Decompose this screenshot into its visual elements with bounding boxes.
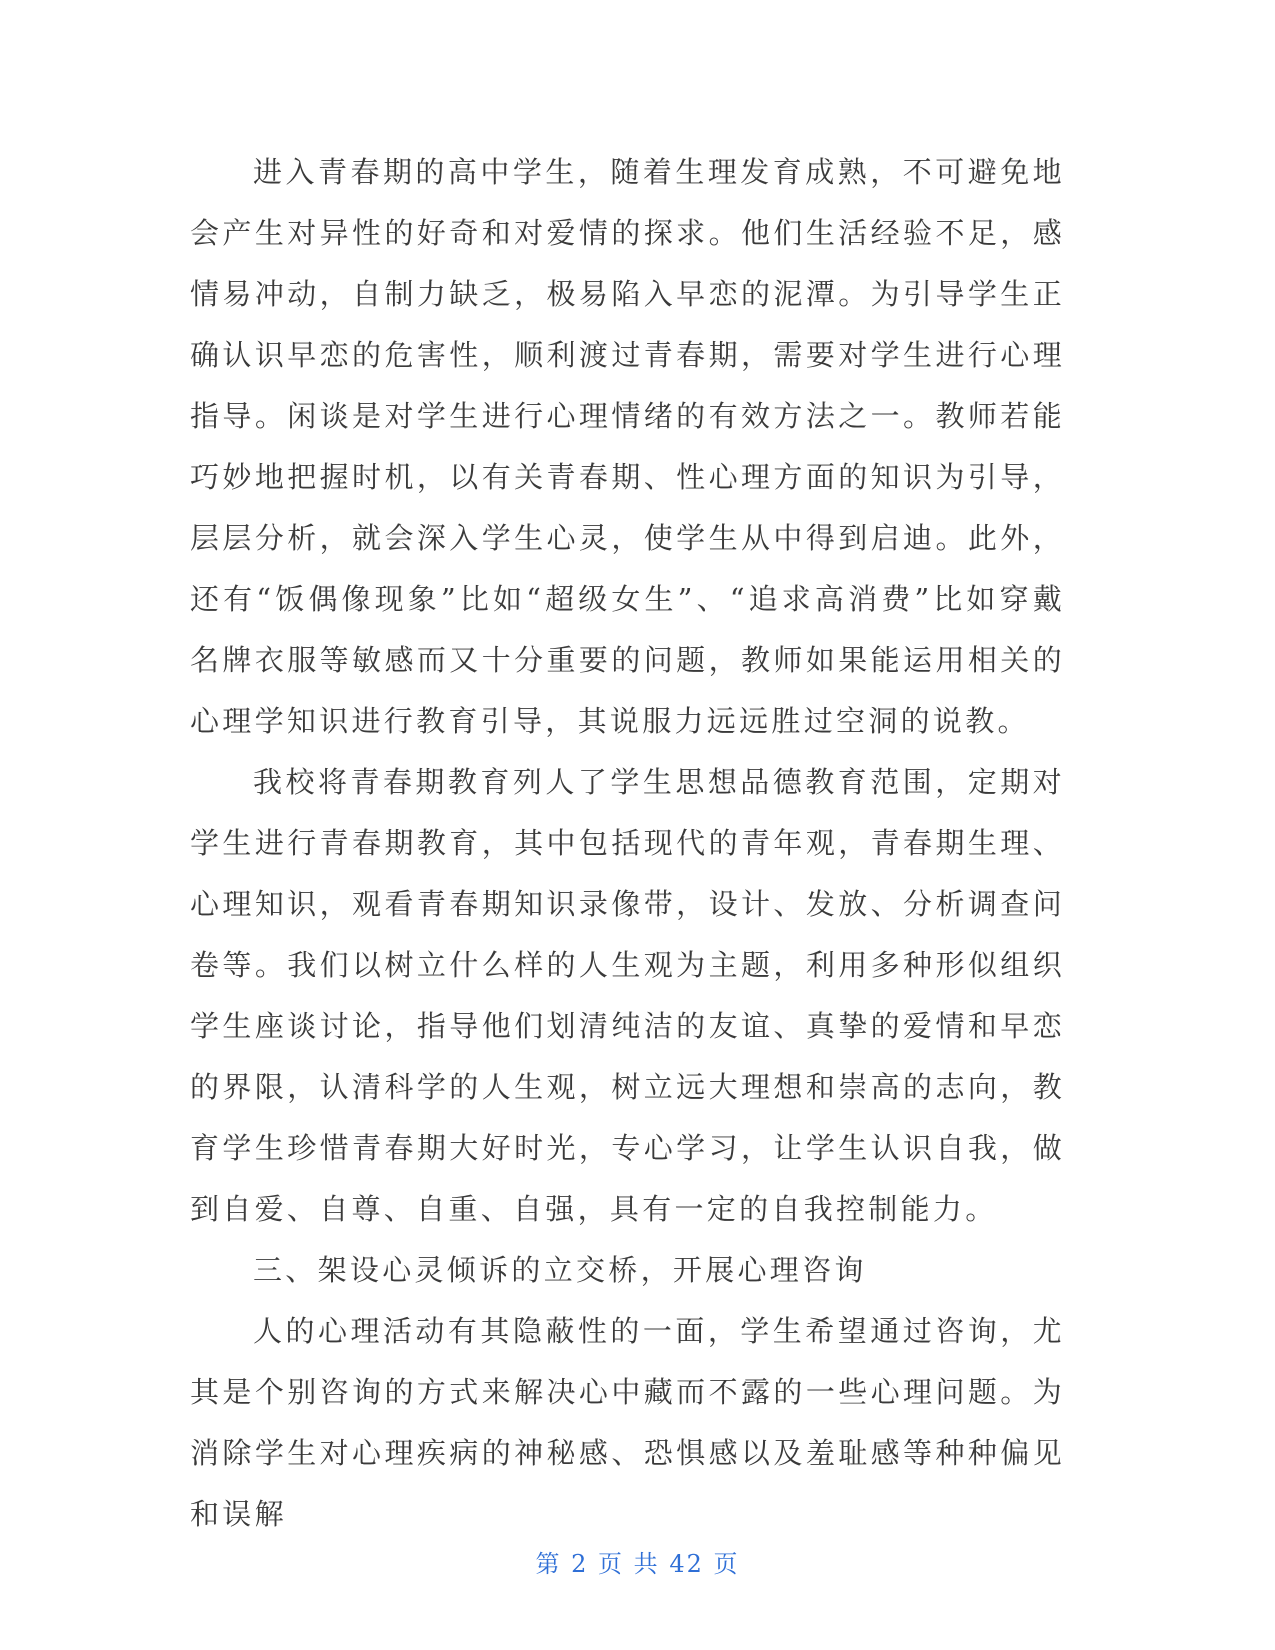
section-heading: 三、架设心灵倾诉的立交桥，开展心理咨询 [253, 1253, 867, 1287]
body-paragraph-1: 进入青春期的高中学生，随着生理发育成熟，不可避免地会产生对异性的好奇和对爱情的探求。他们生活经验不足，感情易冲动，自制力缺乏，极易陷入早恋的泥潭。为引导学生正确认识早恋的危害性，顺利渡过青春期，需要对学生进行心理指导。闲谈是对学生进行心理情绪的有效方法之一。教师若能巧妙地把握时机，以有关青春期、性心理方面的知识为引导，层层分析，就会深入学生心灵，使学生从中得到启迪。此外，还有“饭偶像现象”比如“超级女生”、“追求高消费”比如穿戴名牌衣服等敏感而又十分重要的问题，教师如果能运用相关的心理学知识进行教育引导，其说服力远远胜过空洞的说教。 [190, 155, 1065, 738]
body-paragraph-3: 人的心理活动有其隐蔽性的一面，学生希望通过咨询，尤其是个别咨询的方式来解决心中藏而不露的一些心理问题。为消除学生对心理疾病的神秘感、恐惧感以及羞耻感等种种偏见和误解 [190, 1314, 1065, 1531]
footer-total-pages: 42 [669, 1550, 704, 1578]
page-footer [0, 1544, 1275, 1579]
footer-current-page: 2 [571, 1550, 589, 1578]
document-body [190, 142, 1065, 1545]
footer-middle: 页 共 [598, 1550, 660, 1578]
footer-prefix: 第 [535, 1550, 562, 1578]
body-paragraph-2: 我校将青春期教育列人了学生思想品德教育范围，定期对学生进行青春期教育，其中包括现代的青年观，青春期生理、心理知识，观看青春期知识录像带，设计、发放、分析调查问卷等。我们以树立什么样的人生观为主题，利用多种形似组织学生座谈讨论，指导他们划清纯洁的友谊、真挚的爱情和早恋的界限，认清科学的人生观，树立远大理想和崇高的志向，教育学生珍惜青春期大好时光，专心学习，让学生认识自我，做到自爱、自尊、自重、自强，具有一定的自我控制能力。 [190, 765, 1065, 1226]
footer-suffix: 页 [713, 1550, 740, 1578]
